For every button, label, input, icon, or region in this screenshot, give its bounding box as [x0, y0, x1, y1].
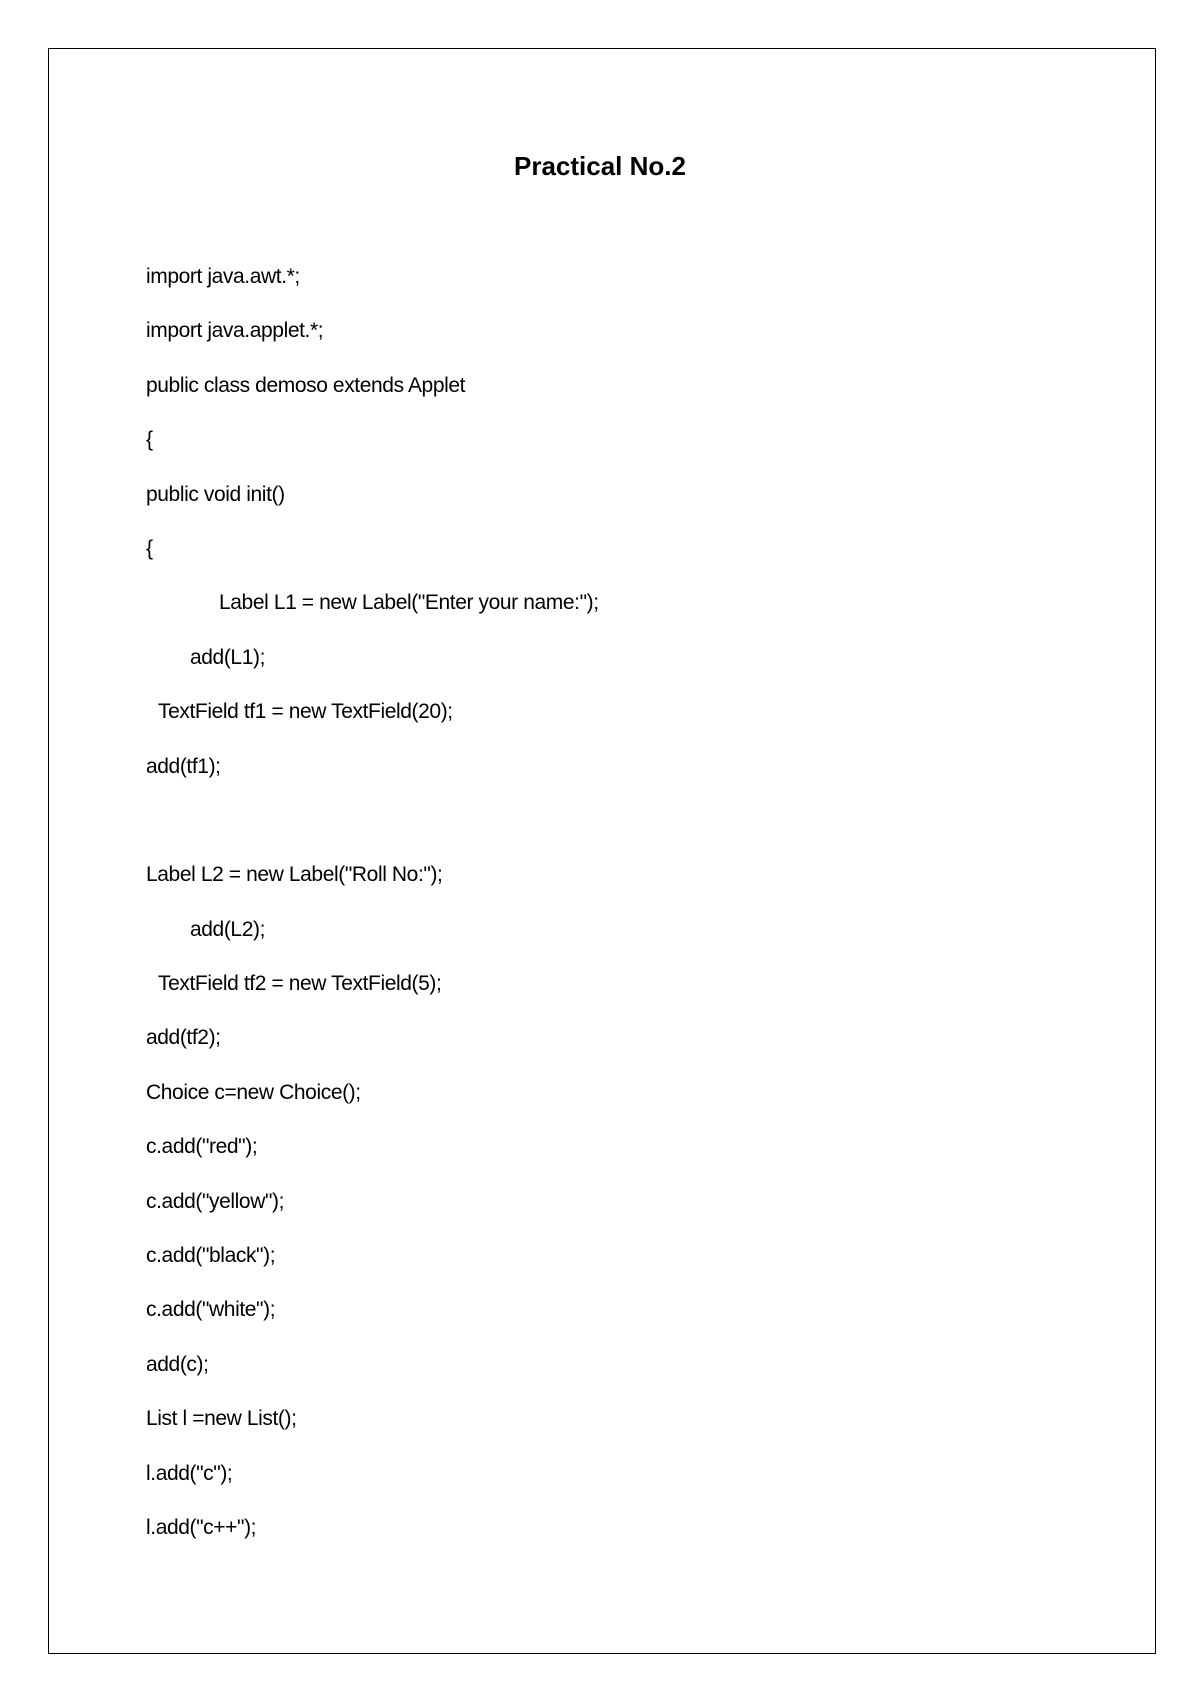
code-line: add(c);	[146, 1352, 209, 1376]
code-line: add(L2);	[190, 917, 266, 941]
code-line: c.add("yellow");	[146, 1189, 285, 1213]
code-line: {	[146, 428, 153, 452]
code-block	[146, 262, 1126, 1567]
code-line: c.add("red");	[146, 1135, 258, 1159]
code-line: c.add("white");	[146, 1298, 276, 1322]
code-line: Label L1 = new Label("Enter your name:");	[219, 591, 599, 615]
code-line: l.add("c++");	[146, 1515, 257, 1539]
code-line: import java.applet.*;	[146, 319, 324, 343]
code-line: Choice c=new Choice();	[146, 1080, 361, 1104]
code-line: {	[146, 536, 153, 560]
code-line: c.add("black");	[146, 1244, 276, 1268]
code-line: public void init()	[146, 482, 285, 506]
code-line: List l =new List();	[146, 1407, 297, 1431]
code-line: TextField tf2 = new TextField(5);	[158, 972, 442, 996]
page-title: Practical No.2	[514, 151, 686, 181]
code-line: public class demoso extends Applet	[146, 373, 466, 397]
code-line: add(tf2);	[146, 1026, 221, 1050]
code-line: add(L1);	[190, 645, 266, 669]
code-line: TextField tf1 = new TextField(20);	[158, 700, 453, 724]
code-line: Label L2 = new Label("Roll No:");	[146, 863, 443, 887]
code-line: import java.awt.*;	[146, 265, 300, 288]
code-line: l.add("c");	[146, 1461, 233, 1485]
code-line: add(tf1);	[146, 754, 221, 778]
blank-line	[146, 806, 1126, 860]
